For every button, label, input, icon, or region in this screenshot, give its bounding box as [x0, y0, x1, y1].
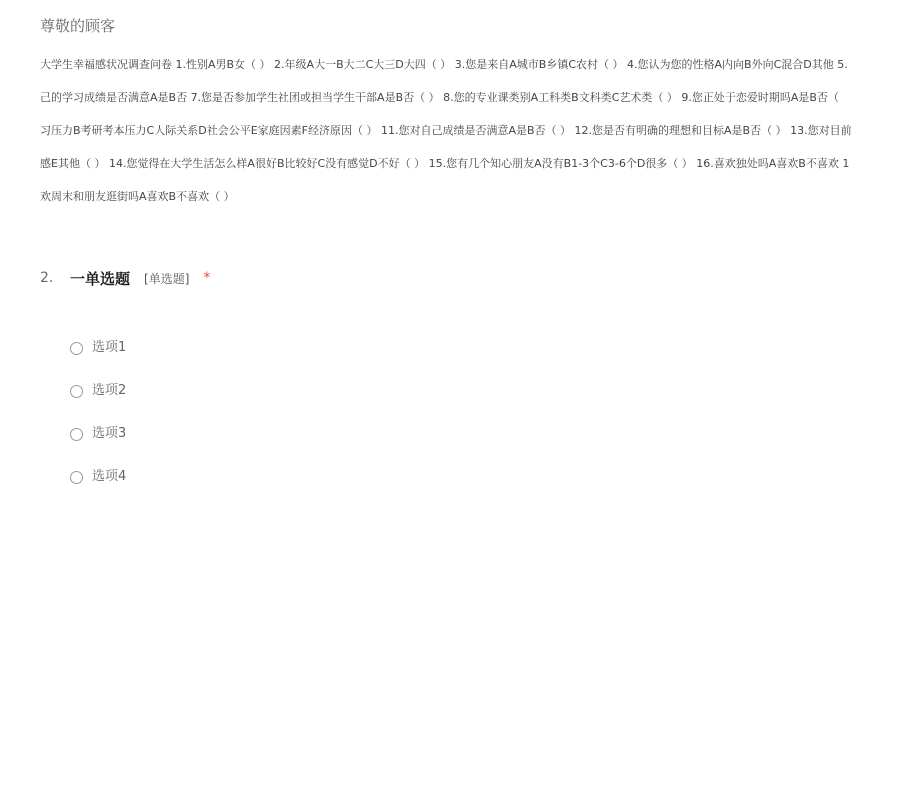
- option-list: [70, 338, 126, 510]
- greeting-text: 尊敬的顾客: [40, 17, 116, 35]
- radio-button[interactable]: [70, 342, 83, 355]
- option-label[interactable]: 选项4: [92, 469, 127, 484]
- intro-line: 习压力B考研考本压力C人际关系D社会公平E家庭因素F经济原因（ ） 11.您对自己成绩是否满意A是B否（ ） 12.您是否有明确的理想和目标A是B否（ ） 13.您对目前: [40, 124, 852, 137]
- intro-line: 感E其他（ ） 14.您觉得在大学生活怎么样A很好B比较好C没有感觉D不好（ ） 15.您有几个知心朋友A没有B1-3个C3-6个D很多（ ） 16.喜欢独处吗A喜欢B不喜欢 1: [40, 157, 850, 170]
- intro-line: 己的学习成绩是否满意A是B否 7.您是否参加学生社团或担当学生干部A是B否（ ） 8.您的专业课类别A工科类B文科类C艺术类（ ） 9.您正处于恋爱时期吗A是B否（: [40, 91, 839, 104]
- required-marker: *: [203, 270, 211, 286]
- radio-button[interactable]: [70, 428, 83, 441]
- option-label[interactable]: 选项1: [92, 340, 127, 355]
- radio-button[interactable]: [70, 385, 83, 398]
- survey-intro: [40, 52, 900, 217]
- option-2[interactable]: [70, 381, 126, 401]
- question-type-label: [单选题]: [144, 271, 190, 286]
- question-title: 一单选题: [70, 269, 131, 288]
- option-3[interactable]: [70, 424, 126, 444]
- option-label[interactable]: 选项2: [92, 383, 127, 398]
- intro-line: 大学生幸福感状况调查问卷 1.性别A男B女（ ） 2.年级A大一B大二C大三D大四（ ） 3.您是来自A城市B乡镇C农村（ ） 4.您认为您的性格A内向B外向C混合D其他 5.: [40, 58, 848, 71]
- option-label[interactable]: 选项3: [92, 426, 127, 441]
- question-number: 2.: [40, 270, 54, 286]
- option-4[interactable]: [70, 467, 126, 487]
- intro-line: 欢周末和朋友逛街吗A喜欢B不喜欢（ ）: [40, 190, 235, 203]
- option-1[interactable]: [70, 338, 126, 358]
- question-header: [40, 266, 210, 290]
- radio-button[interactable]: [70, 471, 83, 484]
